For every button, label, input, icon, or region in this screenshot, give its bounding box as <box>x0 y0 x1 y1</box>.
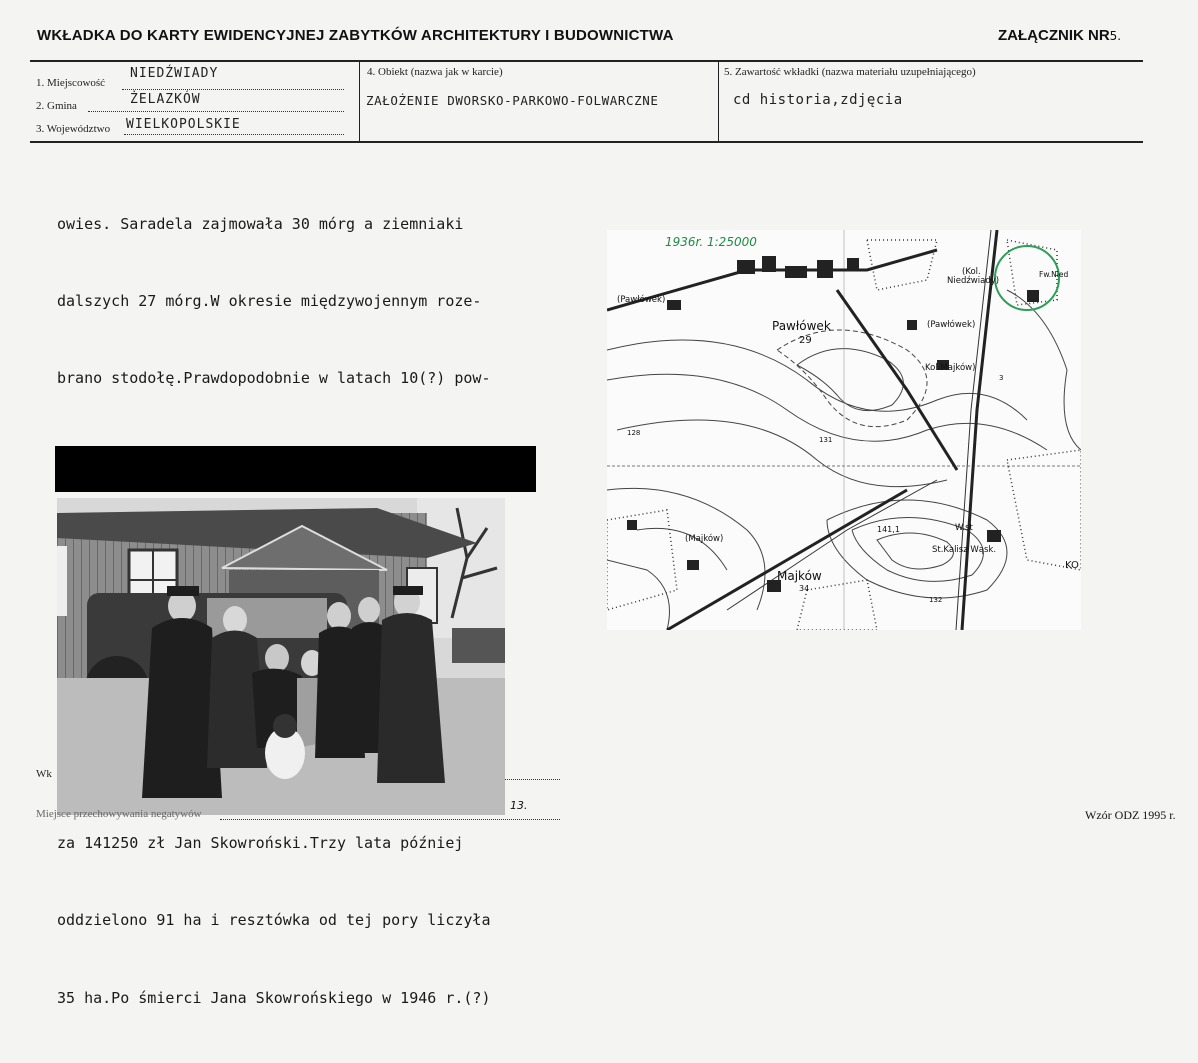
wojewodztwo-label: 3. Województwo <box>36 123 111 135</box>
map-label: 128 <box>627 429 641 437</box>
map-label: KO <box>1065 560 1079 571</box>
topographic-map <box>607 230 1081 630</box>
annex-label <box>998 27 1121 44</box>
zawartosc-value: cd historia,zdjęcia <box>733 92 903 108</box>
text-line: brano stodołę.Prawdopodobnie w latach 10(?) pow- <box>57 369 491 388</box>
table-divider-1 <box>359 61 360 142</box>
zawartosc-label: 5. Zawartość wkładki (nazwa materiału uzupełniającego) <box>724 66 976 78</box>
table-divider-2 <box>718 61 719 142</box>
gmina-value: ŻELAZKÓW <box>130 92 201 107</box>
wojewodztwo-dots <box>124 134 344 135</box>
map-label: Pawłówek <box>772 319 831 333</box>
redaction-bar <box>55 446 536 492</box>
gmina-dots <box>88 111 344 112</box>
map-label: 131 <box>819 436 833 444</box>
card-title: WKŁADKA DO KARTY EWIDENCYJNEJ ZABYTKÓW ARCHITEKTURY I BUDOWNICTWA <box>37 27 674 44</box>
text-line: dalszych 27 mórg.W okresie międzywojennym roze- <box>57 291 482 310</box>
wk-dots <box>505 779 560 780</box>
map-label: (Pawłówek) <box>927 320 976 330</box>
map-label: 34 <box>799 584 810 593</box>
map-label: Fw.Nied <box>1039 270 1069 279</box>
map-label: W.st <box>955 523 973 533</box>
negatives-location-dots <box>220 819 560 820</box>
obiekt-value: ZAŁOŻENIE DWORSKO-PARKOWO-FOLWARCZNE <box>366 93 659 108</box>
page-number: 13. <box>510 799 528 812</box>
map-label: St.Kalisz Wąsk. <box>932 545 997 555</box>
table-bottom-rule <box>30 141 1143 143</box>
map-label: 141,1 <box>877 525 900 534</box>
obiekt-label: 4. Obiekt (nazwa jak w karcie) <box>367 66 503 78</box>
historical-photo <box>57 498 505 815</box>
map-label: (Majków) <box>685 534 724 544</box>
map-label: Niedźwiady) <box>947 276 1000 286</box>
photo-illustration <box>57 498 505 815</box>
map-label: (Kol. <box>962 267 981 277</box>
map-label: 29 <box>799 335 812 346</box>
map-illustration <box>607 230 1081 630</box>
map-label: 132 <box>929 596 943 604</box>
miejscowosc-value: NIEDŹWIADY <box>130 66 219 81</box>
map-label: (Pawłówek) <box>617 295 666 305</box>
gmina-label: 2. Gmina <box>36 100 77 112</box>
annex-label-text: ZAŁĄCZNIK NR <box>998 27 1110 44</box>
text-line: 35 ha.Po śmierci Jana Skowrońskiego w 1946 r.(?) <box>57 988 491 1007</box>
text-line: owies. Saradela zajmowała 30 mórg a ziemniaki <box>57 214 464 233</box>
annex-number: 5. <box>1109 29 1122 43</box>
wojewodztwo-value: WIELKOPOLSKIE <box>126 117 241 132</box>
form-template-label: Wzór ODZ 1995 r. <box>1085 808 1176 822</box>
wk-label: Wk <box>36 768 52 780</box>
miejscowosc-label: 1. Miejscowość <box>36 77 106 89</box>
miejscowosc-dots <box>122 89 344 90</box>
map-label: Majków <box>777 569 822 583</box>
text-line: oddzielono 91 ha i resztówka od tej pory liczyła <box>57 911 491 930</box>
negatives-location-label: Miejsce przechowywania negatywów <box>36 808 202 820</box>
map-scale-note: 1936r. 1:25000 <box>665 235 757 249</box>
table-top-rule <box>30 60 1143 62</box>
map-label: 3 <box>999 374 1004 382</box>
text-line: za 141250 zł Jan Skowroński.Trzy lata później <box>57 833 464 852</box>
map-label: Kol.Majków) <box>925 363 976 373</box>
